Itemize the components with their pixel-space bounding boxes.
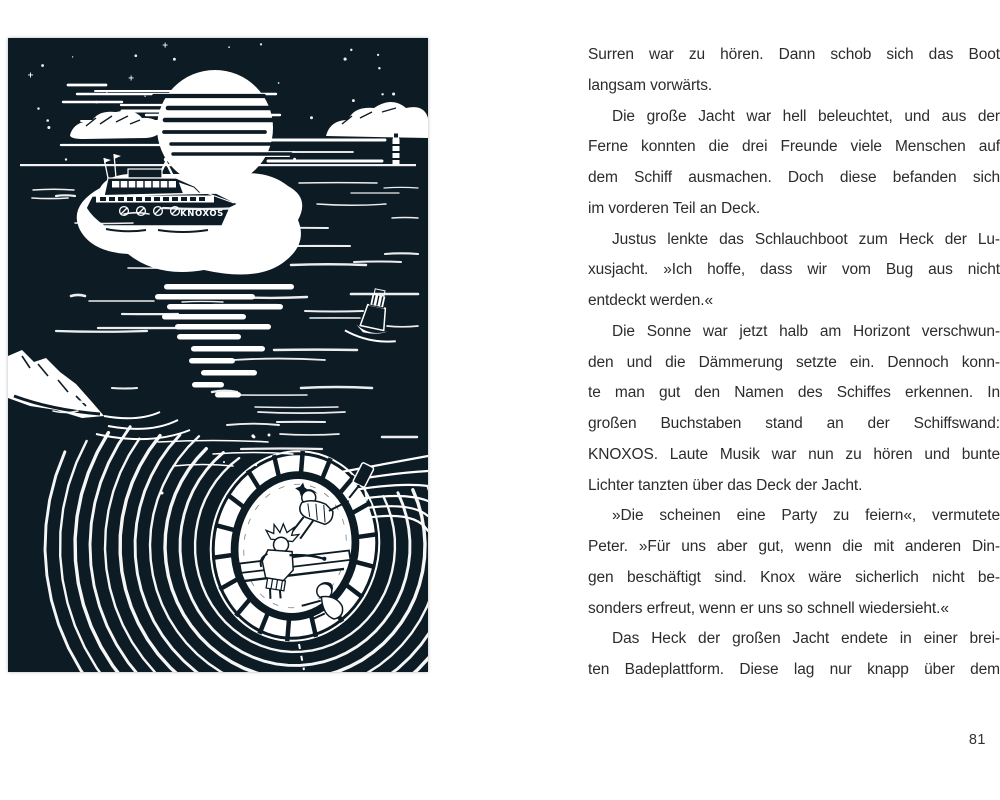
wave-stroke — [32, 198, 68, 199]
wave-stroke — [33, 189, 74, 190]
text-line: sonders erfreut, wenn er uns so schnell wiedersieht.« — [588, 599, 949, 617]
text-line: Die große Jacht war hell beleuchtet, und aus der — [612, 107, 1000, 125]
star-icon — [381, 93, 383, 95]
wave-stroke — [291, 264, 366, 265]
text-line: »Die scheinen eine Party zu feiern«, vermutete — [612, 507, 1000, 525]
star-icon — [144, 95, 145, 96]
lighthouse-icon — [392, 133, 400, 165]
text-column — [588, 40, 1000, 686]
star-icon — [344, 58, 347, 61]
wave-stroke — [384, 187, 418, 188]
star-icon — [392, 92, 395, 95]
star-icon — [350, 49, 352, 51]
upper-deck — [128, 169, 162, 178]
reflection-streak — [189, 358, 235, 364]
text-line: gen beschäftigt sind. Knox wäre sicherlich nicht be- — [588, 568, 1000, 586]
reflection-streak — [164, 284, 294, 290]
wave-stroke — [236, 297, 307, 298]
wave-stroke — [241, 449, 322, 450]
wave-stroke — [387, 326, 418, 327]
moon — [157, 70, 273, 186]
text-line: langsam vorwärts. — [588, 76, 713, 94]
text-line: ten Badeplattform. Diese lag nur knapp über dem — [588, 661, 1000, 678]
wave-stroke — [305, 311, 363, 312]
spray-dot — [223, 461, 225, 463]
text-line: entdeckt werden.« — [588, 292, 713, 309]
wave-stroke — [301, 387, 372, 388]
yacht-name-label: KNOXOS — [180, 209, 224, 219]
text-line: te man gut den Namen des Schiffes erkennen. In — [588, 384, 1000, 402]
star-icon — [352, 99, 355, 102]
wave-stroke — [385, 253, 418, 254]
star-icon — [37, 107, 39, 109]
spray-dot — [253, 436, 256, 439]
wave-stroke — [75, 223, 133, 224]
wave-stroke — [182, 301, 223, 302]
wave-stroke — [212, 391, 237, 392]
text-line: dem Schiff ausmachen. Doch diese befanden sich — [588, 169, 1000, 186]
text-line: KNOXOS. Laute Musik war nun zu hören und bunte — [588, 445, 1000, 463]
star-icon — [134, 54, 137, 57]
text-line: Lichter tanzten über das Deck der Jacht. — [588, 476, 863, 494]
spray-dot — [268, 434, 271, 437]
star-icon — [310, 116, 313, 119]
reflection-streak — [191, 346, 265, 352]
text-line: Peter. »Für uns aber gut, wenn die mit anderen Din- — [588, 538, 1000, 555]
star-icon — [278, 82, 280, 84]
wave-stroke — [255, 407, 338, 408]
star-icon — [173, 58, 176, 61]
illustration-panel — [8, 38, 428, 672]
wave-stroke — [56, 331, 147, 332]
horizon-line — [20, 164, 416, 166]
text-line: großen Buchstaben stand an der Schiffswand: — [588, 415, 1000, 432]
star-icon — [47, 126, 50, 129]
text-line: den und die Dämmerung setzte ein. Dennoch konn- — [588, 353, 1000, 371]
wave-stroke — [71, 295, 85, 296]
star-icon — [260, 43, 262, 45]
text-line: Justus lenkte das Schlauchboot zum Heck der Lu- — [612, 230, 1000, 248]
text-line: Surren war zu hören. Dann schob sich das Boot — [588, 46, 1000, 63]
wave-stroke — [112, 388, 137, 389]
text-line: Das Heck der großen Jacht endete in einer brei- — [612, 630, 1000, 648]
reflection-streak — [177, 334, 241, 340]
text-line: Ferne konnten die drei Freunde viele Menschen auf — [588, 138, 1000, 156]
wave-stroke — [163, 208, 243, 209]
wave-stroke — [56, 195, 75, 196]
wave-stroke — [280, 434, 339, 435]
star-icon — [41, 64, 44, 67]
star-icon — [377, 54, 379, 56]
star-icon — [378, 67, 380, 69]
reflection-streak — [175, 324, 271, 330]
text-line: xusjacht. »Ich hoffe, dass wir vom Bug aus nicht — [588, 261, 1000, 279]
star-icon — [46, 119, 49, 122]
star-icon — [228, 46, 230, 48]
text-line: im vorderen Teil an Deck. — [588, 199, 761, 217]
wave-stroke — [42, 401, 86, 402]
star-icon — [72, 56, 73, 57]
text-line: Die Sonne war jetzt halb am Horizont verschwun- — [612, 322, 1000, 340]
page-number: 81 — [968, 732, 986, 748]
woodcut-illustration — [8, 38, 428, 672]
reflection-streak — [192, 382, 224, 388]
star-icon — [65, 158, 67, 160]
wave-stroke — [354, 262, 401, 263]
